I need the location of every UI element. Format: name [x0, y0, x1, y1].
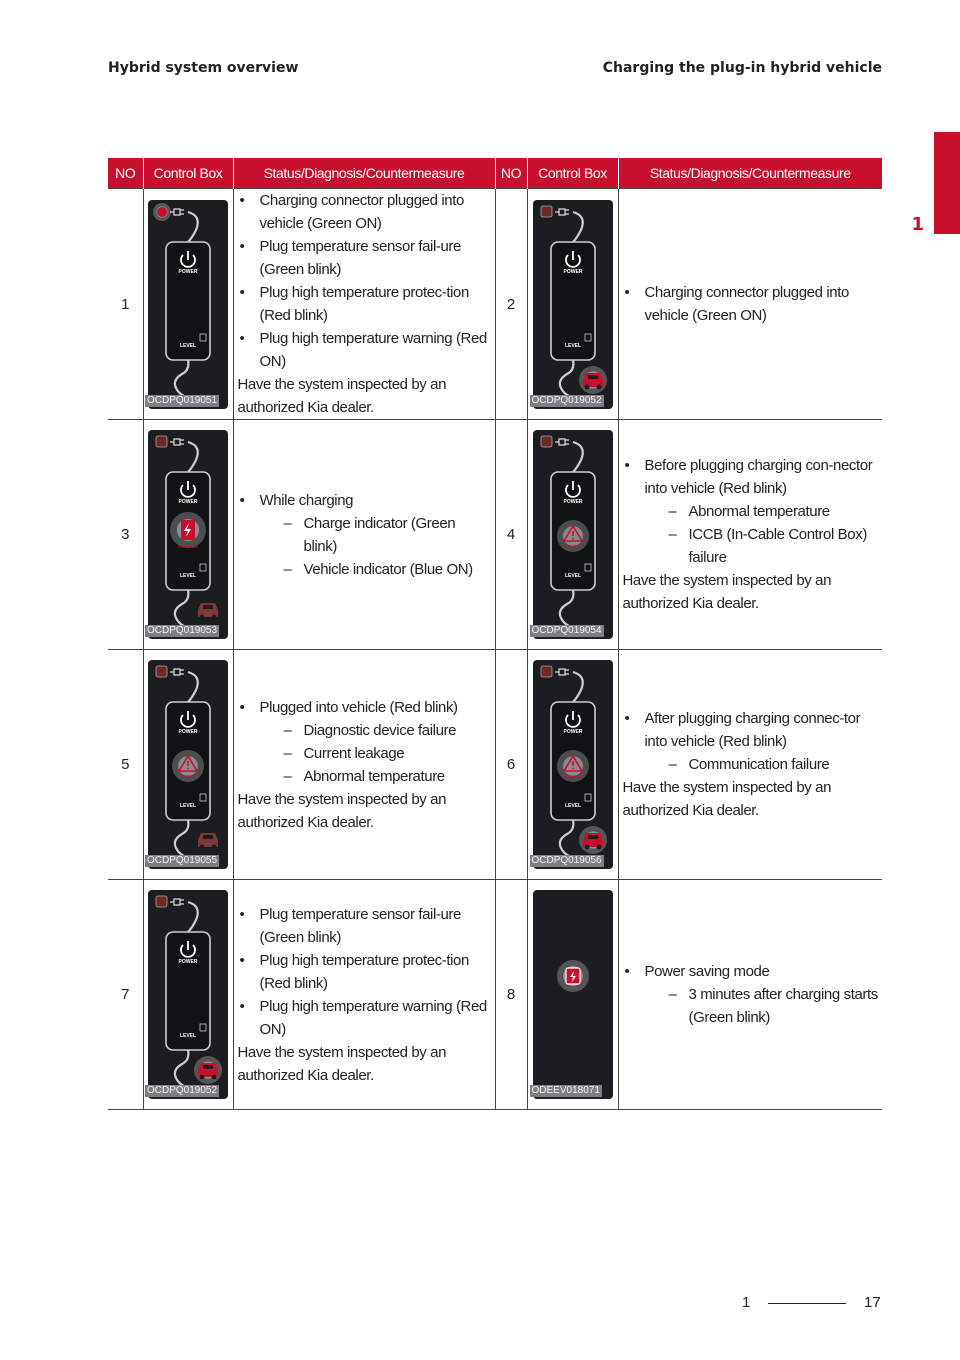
- status-note: Have the system inspected by an authorized Kia dealer.: [622, 572, 832, 612]
- row-number: 6: [495, 650, 527, 880]
- status-note: Have the system inspected by an authorized Kia dealer.: [622, 779, 832, 819]
- status-sub-item: – Communication failure: [645, 753, 879, 776]
- control-box-image: [148, 890, 228, 1099]
- svg-text:LEVEL: LEVEL: [179, 573, 197, 579]
- control-box-image: [533, 890, 613, 1099]
- table-row: [108, 880, 882, 1110]
- status-sub-list: [260, 512, 491, 581]
- status-bullet: • Plug high temperature protec-tion (Red blink): [238, 281, 491, 327]
- status-note: Have the system inspected by an authorized Kia dealer.: [237, 376, 447, 416]
- svg-text:LEVEL: LEVEL: [179, 803, 197, 809]
- control-box-image: [533, 430, 613, 639]
- table-row: [108, 420, 882, 650]
- svg-text:LEVEL: LEVEL: [179, 342, 197, 349]
- status-bullet: • Plug high temperature warning (Red ON): [238, 327, 491, 373]
- footer-section-number: 1: [742, 1294, 751, 1311]
- control-box-image: [148, 430, 228, 639]
- row-number: 3: [108, 420, 143, 650]
- col-header-status: Status/Diagnosis/Countermeasure: [233, 158, 495, 189]
- control-box-image-cell: [143, 880, 233, 1110]
- row-number: 5: [108, 650, 143, 880]
- status-bullet: • Charging connector plugged into vehicle (Green ON): [238, 189, 491, 235]
- control-box-image: [148, 200, 228, 409]
- table-row: [108, 189, 882, 420]
- running-header-right: Charging the plug-in hybrid vehicle: [602, 60, 882, 76]
- status-bullet-text: Before plugging charging con-nector into vehicle (Red blink): [644, 457, 873, 497]
- status-bullet-list: [238, 189, 491, 373]
- image-code: OCDPQ019054: [531, 625, 602, 636]
- image-code: OCDPQ019055: [147, 855, 218, 866]
- image-code: OCDPQ019052: [147, 1085, 218, 1096]
- svg-text:FAULT: FAULT: [180, 774, 196, 779]
- control-box-status-table: [108, 158, 882, 1110]
- status-bullet-list: [238, 489, 491, 581]
- svg-text:POWER: POWER: [178, 499, 198, 505]
- status-bullet-list: [623, 960, 879, 1029]
- image-code: ODEEV018071: [531, 1085, 600, 1096]
- control-box-image: [533, 660, 613, 869]
- row-number: 8: [495, 880, 527, 1110]
- svg-text:FAULT: FAULT: [565, 544, 580, 549]
- status-cell: [233, 650, 495, 880]
- status-note: Have the system inspected by an authorized Kia dealer.: [237, 790, 447, 831]
- chapter-tab-label: 1: [911, 214, 924, 235]
- status-bullet-list: [238, 696, 491, 788]
- status-cell: [233, 880, 495, 1110]
- status-bullet-text: After plugging charging connec-tor into vehicle (Red blink): [644, 710, 861, 750]
- control-box-image: [533, 200, 613, 409]
- status-bullet: [623, 707, 879, 776]
- status-bullet-list: [623, 281, 879, 327]
- status-bullet: [623, 960, 879, 1029]
- status-bullet-text: Power saving mode: [644, 963, 770, 980]
- row-number: 4: [495, 420, 527, 650]
- svg-text:LEVEL: LEVEL: [179, 1033, 197, 1039]
- image-code: OCDPQ019056: [531, 855, 602, 866]
- svg-text:CHARGE: CHARGE: [178, 544, 198, 549]
- image-code: OCDPQ019051: [147, 394, 218, 406]
- image-code: OCDPQ019053: [147, 625, 218, 636]
- table-row: [108, 650, 882, 880]
- status-cell: [233, 189, 495, 420]
- page-number: 17: [864, 1294, 881, 1311]
- table-header-row: [108, 158, 882, 189]
- col-header-control-box-2: Control Box: [527, 158, 618, 189]
- footer-divider: [768, 1303, 846, 1304]
- svg-text:LEVEL: LEVEL: [564, 573, 581, 579]
- col-header-no: NO: [108, 158, 143, 189]
- status-cell: [618, 650, 882, 880]
- control-box-image-cell: [143, 650, 233, 880]
- control-box-image: [148, 660, 228, 869]
- row-number: 1: [108, 189, 143, 420]
- status-sub-item: – 3 minutes after charging starts (Green blink): [645, 983, 879, 1029]
- col-header-status-2: Status/Diagnosis/Countermeasure: [618, 158, 882, 189]
- control-box-image-cell: [527, 650, 618, 880]
- status-sub-item: – Diagnostic device failure: [260, 719, 491, 742]
- svg-text:LEVEL: LEVEL: [564, 803, 581, 809]
- status-bullet: • Charging connector plugged into vehicle (Green ON): [623, 281, 879, 327]
- svg-text:POWER: POWER: [178, 959, 198, 965]
- status-cell: [618, 880, 882, 1110]
- status-bullet: • Plug high temperature warning (Red ON): [238, 995, 491, 1041]
- control-box-image-cell: [527, 189, 618, 420]
- status-sub-item: – Abnormal temperature: [645, 500, 879, 523]
- status-cell: [618, 420, 882, 650]
- svg-text:POWER: POWER: [563, 729, 582, 735]
- status-sub-item: – Vehicle indicator (Blue ON): [260, 558, 491, 581]
- status-sub-item: – Current leakage: [260, 742, 491, 765]
- status-bullet-list: [623, 454, 879, 569]
- status-cell: [233, 420, 495, 650]
- status-bullet: • Plug high temperature protec-tion (Red blink): [238, 949, 491, 995]
- status-bullet-list: [623, 707, 879, 776]
- control-box-image-cell: [527, 880, 618, 1110]
- status-bullet: [238, 489, 491, 581]
- status-bullet-text: While charging: [259, 491, 354, 509]
- chapter-tab: [934, 132, 960, 234]
- status-bullet: • Plug temperature sensor fail-ure (Green blink): [238, 903, 491, 949]
- svg-text:POWER: POWER: [178, 268, 198, 275]
- svg-text:POWER: POWER: [563, 268, 582, 275]
- status-cell: [618, 189, 882, 420]
- control-box-image-cell: [143, 189, 233, 420]
- row-number: 7: [108, 880, 143, 1110]
- status-sub-item: – Abnormal temperature: [260, 765, 491, 788]
- status-bullet-text: Plugged into vehicle (Red blink): [259, 698, 458, 716]
- status-note: Have the system inspected by an authorized Kia dealer.: [237, 1043, 447, 1084]
- svg-text:FAULT: FAULT: [565, 774, 580, 779]
- status-bullet: • Plug temperature sensor fail-ure (Green blink): [238, 235, 491, 281]
- status-sub-list: [645, 753, 879, 776]
- running-header-left: Hybrid system overview: [108, 60, 299, 76]
- status-bullet: [238, 696, 491, 788]
- svg-text:POWER: POWER: [178, 729, 198, 735]
- row-number: 2: [495, 189, 527, 420]
- svg-text:POWER: POWER: [563, 499, 582, 505]
- status-bullet-list: [238, 903, 491, 1041]
- status-sub-list: [260, 719, 491, 788]
- status-sub-item: – Charge indicator (Green blink): [260, 512, 491, 558]
- status-sub-item: – ICCB (In-Cable Control Box) failure: [645, 523, 879, 569]
- status-sub-list: [645, 500, 879, 569]
- image-code: OCDPQ019052: [531, 394, 602, 406]
- control-box-image-cell: [527, 420, 618, 650]
- status-bullet: [623, 454, 879, 569]
- col-header-no-2: NO: [495, 158, 527, 189]
- status-sub-list: [645, 983, 879, 1029]
- svg-text:LEVEL: LEVEL: [564, 342, 581, 349]
- control-box-image-cell: [143, 420, 233, 650]
- col-header-control-box: Control Box: [143, 158, 233, 189]
